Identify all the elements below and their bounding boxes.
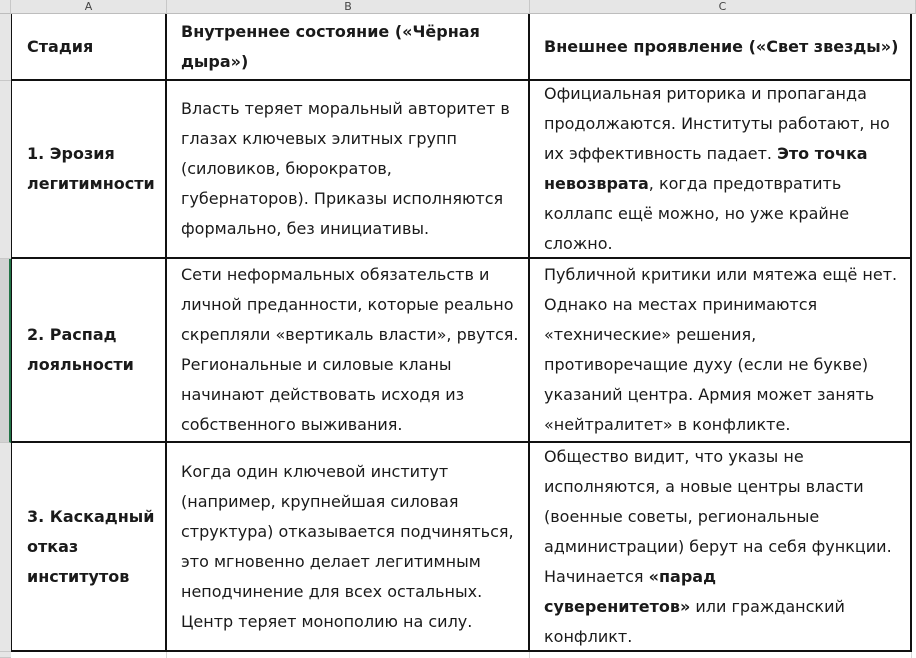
text: Однако на местах принимаются [544,295,818,314]
header-cell[interactable] [167,14,530,81]
cell-text-line [544,32,900,62]
cell-text-line [181,214,518,244]
cell-text-line [544,502,900,532]
column-header-b[interactable]: B [167,0,530,14]
column-header-c[interactable]: C [530,0,916,14]
cell-text-line [544,562,900,592]
bold-text: Это точка [777,144,868,163]
cell-text-line [181,410,518,440]
text: Центр теряет монополию на силу. [181,611,473,631]
bold-text: «парад [648,566,716,586]
text: глазах ключевых элитных групп [181,129,457,148]
cell-text-line [181,577,518,607]
bold-text: институтов [27,566,130,586]
text: собственного выживания. [181,415,403,434]
text: или гражданский [690,596,845,616]
text: Общество видит, что указы не [544,446,804,466]
bold-text: Внутреннее состояние («Чёрная [181,21,480,41]
text: Начинается [544,566,649,586]
bold-text: суверенитетов» [544,596,691,616]
text: исполняются, а новые центры власти [544,476,864,496]
bold-text: 3. Каскадный [27,506,155,526]
cell-text-line [27,32,155,62]
table-left-border [11,14,12,652]
row-header[interactable] [0,259,11,443]
table-cell[interactable] [530,259,912,443]
row-header[interactable] [0,443,11,652]
bold-text: отказ [27,536,79,556]
row-header[interactable] [0,14,11,81]
cell-text-line [544,592,900,622]
text: (военные советы, региональные [544,506,820,526]
cell-text-line [544,380,900,410]
text: их эффективность падает. [544,144,778,163]
bold-text: легитимности [27,174,155,193]
cell-text-line [181,260,518,290]
cell-text-line [181,47,518,77]
text: это мгновенно делает легитимным [181,551,481,571]
text: коллапс ещё можно, но уже крайне [544,204,850,223]
table-cell[interactable] [11,259,167,443]
text: , когда предотвратить [648,174,842,193]
text: сложно. [544,234,613,253]
cell-text-line [27,350,155,380]
text: Официальная риторика и пропаганда [544,84,867,103]
cell-text-line [181,320,518,350]
cell-text-line [544,169,900,199]
cell-text-line [181,487,518,517]
cell-text-line [544,350,900,380]
table-cell[interactable] [11,81,167,259]
text: структура) отказывается подчиняться, [181,521,514,541]
table-cell[interactable] [530,443,912,652]
text: администрации) берут на себя функции. [544,536,892,556]
cell-text-line [544,472,900,502]
text: «технические» решения, [544,325,757,344]
cell-text-line [27,139,155,169]
bold-text: 2. Распад [27,325,117,344]
cell-text-line [181,17,518,47]
row-header[interactable] [0,652,11,658]
text: Сети неформальных обязательств и [181,265,490,284]
text: (силовиков, бюрократов, [181,159,392,178]
cell-text-line [544,139,900,169]
cell-text-line [181,457,518,487]
text: губернаторов). Приказы исполняются [181,189,504,208]
text: Региональные и силовые кланы [181,355,452,374]
text: (например, крупнейшая силовая [181,491,459,511]
empty-cell[interactable] [167,652,530,658]
cell-text-line [544,532,900,562]
bold-text: дыра») [181,51,249,71]
cell-text-line [544,199,900,229]
cell-text-line [181,350,518,380]
cell-text-line [544,320,900,350]
text: продолжаются. Институты работают, но [544,114,890,133]
cell-text-line [27,562,155,592]
cell-text-line [181,124,518,154]
table-cell[interactable] [167,81,530,259]
bold-text: лояльности [27,355,134,374]
text: Публичной критики или мятежа ещё нет. [544,265,898,284]
cell-text-line [27,169,155,199]
cell-text-line [27,320,155,350]
cell-text-line [544,622,900,652]
text: формально, без инициативы. [181,219,430,238]
cell-text-line [544,442,900,472]
text: начинают действовать исходя из [181,385,465,404]
cell-text-line [27,502,155,532]
row-header[interactable] [0,81,11,259]
cell-text-line [181,380,518,410]
empty-cell[interactable] [11,652,167,658]
text: «нейтралитет» в конфликте. [544,415,791,434]
cell-text-line [544,260,900,290]
cell-text-line [544,229,900,259]
bold-text: Внешнее проявление («Свет звезды») [544,36,899,56]
text: Власть теряет моральный авторитет в [181,99,510,118]
cell-text-line [181,290,518,320]
bold-text: невозврата [544,174,649,193]
table-cell[interactable] [167,443,530,652]
cell-text-line [181,517,518,547]
cell-text-line [181,547,518,577]
text: скрепляли «вертикаль власти», рвутся. [181,325,519,344]
table-cell[interactable] [167,259,530,443]
cell-text-line [544,79,900,109]
cell-text-line [544,290,900,320]
text: личной преданности, которые реально [181,295,514,314]
bold-text: 1. Эрозия [27,144,115,163]
empty-cell[interactable] [530,652,912,658]
cell-text-line [181,184,518,214]
bold-text: Стадия [27,36,94,56]
text: неподчинение для всех остальных. [181,581,483,601]
table-cell[interactable] [530,81,912,259]
cell-text-line [544,410,900,440]
text: указаний центра. Армия может занять [544,385,875,404]
text: Когда один ключевой институт [181,461,449,481]
header-cell[interactable] [530,14,912,81]
header-cell[interactable] [11,14,167,81]
text: конфликт. [544,626,633,646]
select-all-corner[interactable] [0,0,11,14]
cell-text-line [181,607,518,637]
table-cell[interactable] [11,443,167,652]
cell-text-line [181,94,518,124]
column-header-a[interactable]: A [11,0,167,14]
cell-text-line [544,109,900,139]
cell-text-line [27,532,155,562]
cell-text-line [181,154,518,184]
text: противоречащие духу (если не букве) [544,355,869,374]
